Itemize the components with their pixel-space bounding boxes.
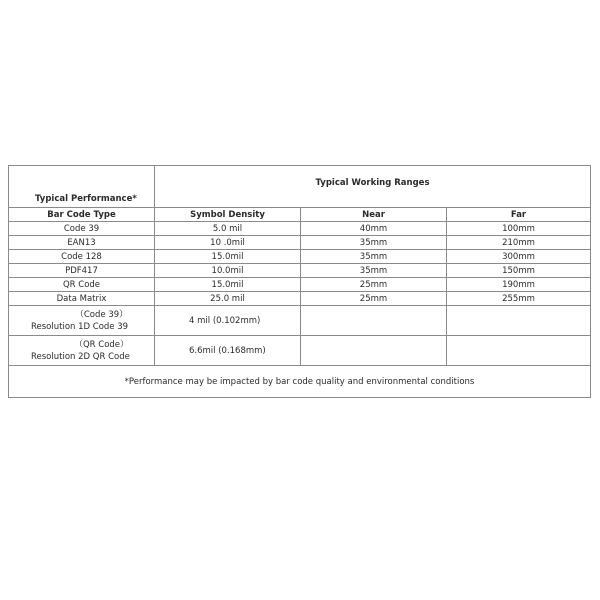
- cell-near: 25mm: [301, 292, 447, 306]
- cell-near-empty: [301, 336, 447, 366]
- performance-table-container: [8, 165, 590, 398]
- cell-far-empty: [447, 306, 591, 336]
- table-top-row: [9, 166, 591, 208]
- cell-far: 210mm: [447, 236, 591, 250]
- cell-density: 15.0mil: [155, 250, 301, 264]
- typical-performance-title: Typical Performance*: [9, 166, 155, 208]
- cell-density: 5.0 mil: [155, 222, 301, 236]
- cell-near: 25mm: [301, 278, 447, 292]
- cell-density: 15.0mil: [155, 278, 301, 292]
- resolution-row-1d: [9, 306, 591, 336]
- cell-near: 40mm: [301, 222, 447, 236]
- performance-table: [8, 165, 591, 398]
- table-row: [9, 264, 591, 278]
- resolution-density: 4 mil (0.102mm): [155, 306, 301, 336]
- table-row: [9, 250, 591, 264]
- header-symbol-density: Symbol Density: [155, 208, 301, 222]
- cell-far: 150mm: [447, 264, 591, 278]
- cell-near: 35mm: [301, 250, 447, 264]
- table-row: [9, 278, 591, 292]
- header-bar-code-type: Bar Code Type: [9, 208, 155, 222]
- cell-far: 190mm: [447, 278, 591, 292]
- footnote-row: [9, 366, 591, 398]
- table-row: [9, 222, 591, 236]
- cell-far-empty: [447, 336, 591, 366]
- cell-far: 300mm: [447, 250, 591, 264]
- table-header-row: [9, 208, 591, 222]
- cell-far: 255mm: [447, 292, 591, 306]
- cell-type: QR Code: [9, 278, 155, 292]
- resolution-label: [9, 336, 155, 366]
- resolution-density: 6.6mil (0.168mm): [155, 336, 301, 366]
- resolution-description: Resolution 2D QR Code: [31, 351, 130, 362]
- table-row: [9, 292, 591, 306]
- resolution-label: [9, 306, 155, 336]
- cell-near-empty: [301, 306, 447, 336]
- header-far: Far: [447, 208, 591, 222]
- cell-density: 10 .0mil: [155, 236, 301, 250]
- cell-density: 10.0mil: [155, 264, 301, 278]
- cell-type: EAN13: [9, 236, 155, 250]
- resolution-code-name: （QR Code）: [74, 339, 129, 350]
- cell-far: 100mm: [447, 222, 591, 236]
- cell-type: PDF417: [9, 264, 155, 278]
- cell-type: Data Matrix: [9, 292, 155, 306]
- cell-type: Code 39: [9, 222, 155, 236]
- cell-type: Code 128: [9, 250, 155, 264]
- table-row: [9, 236, 591, 250]
- cell-density: 25.0 mil: [155, 292, 301, 306]
- resolution-row-2d: [9, 336, 591, 366]
- cell-near: 35mm: [301, 236, 447, 250]
- cell-near: 35mm: [301, 264, 447, 278]
- resolution-code-name: （Code 39）: [75, 309, 128, 320]
- typical-working-ranges-title: Typical Working Ranges: [155, 166, 591, 208]
- header-near: Near: [301, 208, 447, 222]
- resolution-description: Resolution 1D Code 39: [31, 321, 129, 332]
- performance-footnote: *Performance may be impacted by bar code quality and environmental conditions: [9, 366, 591, 398]
